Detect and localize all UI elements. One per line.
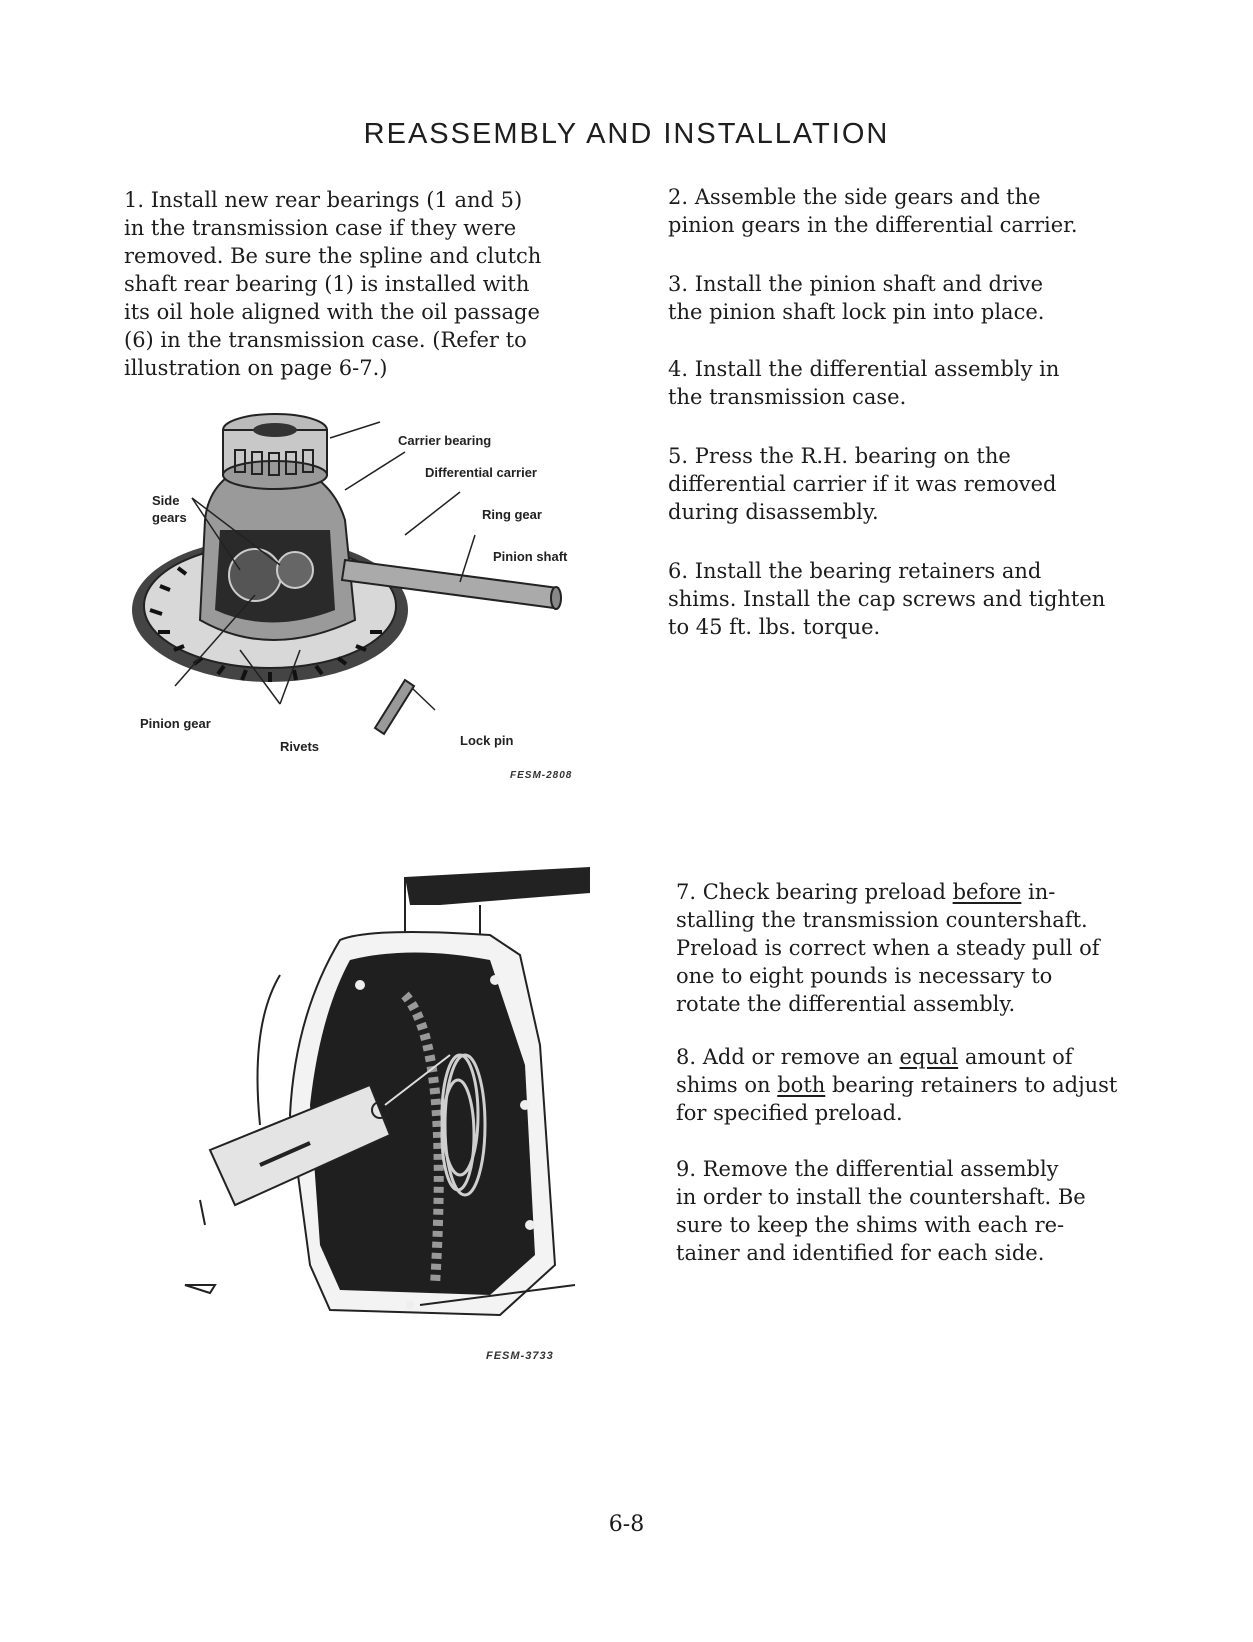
step-6: 6. Install the bearing retainers and shims. Install the cap screws and tighten to 45 ft. lbs. torque. — [668, 559, 1106, 639]
step-9: 9. Remove the differential assembly in order to install the countershaft. Be sure to keep the shims with each re- tainer and identified for each side. — [676, 1157, 1086, 1265]
step-8-text-a: 8. Add or remove an — [676, 1045, 900, 1069]
step-8-underline-equal: equal — [899, 1045, 959, 1069]
step-7-text-b: in- stalling the transmission countershaft. Preload is correct when a steady pull of one to eight pounds is necessary to rotate the differential assembly. — [676, 880, 1100, 1016]
label-rivets: Rivets — [280, 739, 320, 754]
lock-pin-shape — [375, 680, 414, 734]
step-7-text-a: 7. Check bearing preload — [676, 880, 953, 904]
step-3: 3. Install the pinion shaft and drive the pinion shaft lock pin into place. — [668, 272, 1045, 324]
label-lock-pin: Lock pin — [460, 733, 514, 748]
figure-2-code: FESM-3733 — [486, 1350, 554, 1362]
label-pinion-shaft: Pinion shaft — [493, 549, 568, 564]
step-8 — [676, 1043, 1156, 1127]
label-differential-carrier: Differential carrier — [425, 465, 537, 480]
preload-check-photo — [180, 865, 600, 1345]
page-number: 6-8 — [608, 1512, 645, 1537]
step-7 — [676, 878, 1146, 1018]
step-2: 2. Assemble the side gears and the pinion gears in the differential carrier. — [668, 185, 1078, 237]
label-pinion-gear: Pinion gear — [140, 716, 211, 731]
step-1: 1. Install new rear bearings (1 and 5) in the transmission case if they were removed. Be sure the spline and clutch shaft rear bearing (1) is installed with its oil hole aligned with the oil passage (6) in the transmission case. (Refer to illustration on page 6-7.) — [124, 188, 542, 380]
label-ring-gear: Ring gear — [482, 507, 542, 522]
label-side-gears: Side gears — [152, 493, 187, 525]
step-4: 4. Install the differential assembly in the transmission case. — [668, 357, 1060, 409]
step-7-underline: before — [952, 880, 1022, 904]
step-8-text-c: bearing retainers to adjust for specified preload. — [676, 1073, 1118, 1125]
step-5: 5. Press the R.H. bearing on the differential carrier if it was removed during disassembly. — [668, 444, 1057, 524]
step-8-underline-both: both — [777, 1073, 826, 1097]
page-title: REASSEMBLY AND INSTALLATION — [363, 118, 890, 150]
figure-1-code: FESM-2808 — [510, 770, 573, 781]
label-carrier-bearing: Carrier bearing — [398, 433, 492, 448]
step-8-text-b: amount of shims on — [676, 1045, 1073, 1097]
